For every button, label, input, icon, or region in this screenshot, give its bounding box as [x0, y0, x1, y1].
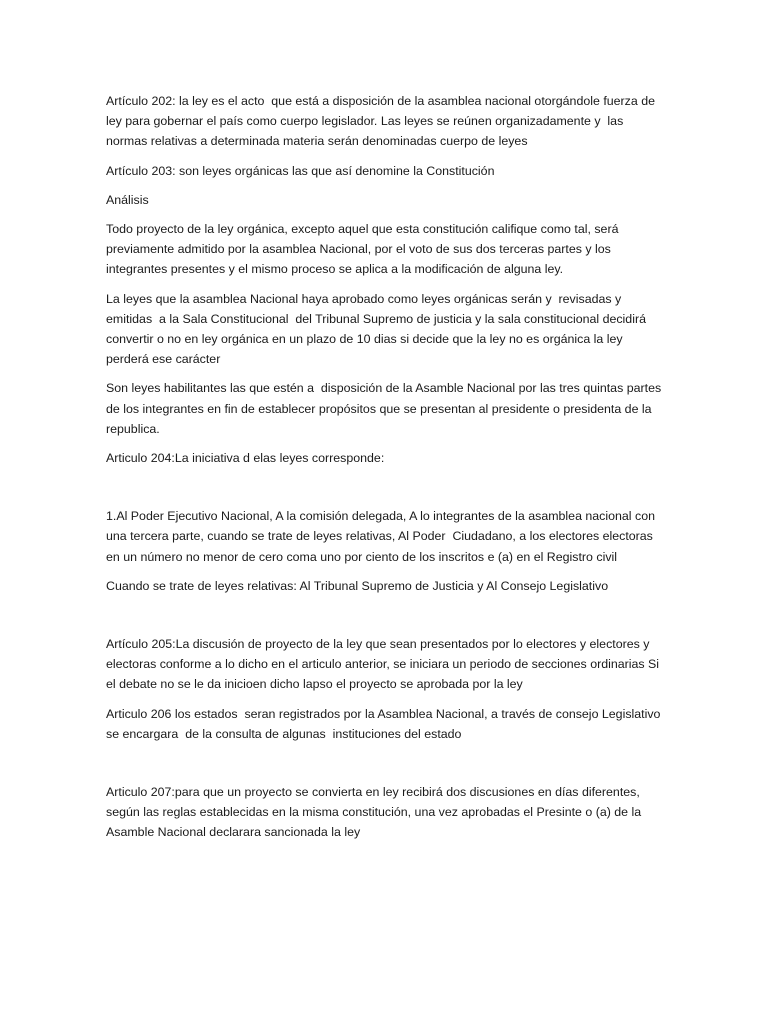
paragraph-articulo-205: Artículo 205:La discusión de proyecto de la ley que sean presentados por lo electores y electores y electoras conforme a lo dicho en el articulo anterior, se iniciara un periodo de secciones ordinarias Si el debate no se le da inicioen dicho lapso el proyecto se aprobada por la ley — [106, 637, 663, 692]
paragraph-ley-organica: Todo proyecto de la ley orgánica, excepto aquel que esta constitución califique como tal, será previamente admitido por la asamblea Nacional, por el voto de sus dos terceras partes y los integrantes presentes y el mismo proceso se aplica a la modificación de alguna ley. — [106, 222, 622, 277]
paragraph-leyes-habilitantes: Son leyes habilitantes las que estén a disposición de la Asamble Nacional por las tres quintas partes de los integrantes en fin de establecer propósitos que se presentan al presidente o presidenta de la republica. — [106, 381, 665, 436]
document-body — [106, 91, 666, 843]
paragraph-articulo-206: Articulo 206 los estados seran registrados por la Asamblea Nacional, a través de consejo Legislativo se encargara de la consulta de algunas instituciones del estado — [106, 706, 664, 741]
paragraph-articulo-207: Articulo 207:para que un proyecto se convierta en ley recibirá dos discusiones en días diferentes, según las reglas establecidas en la misma constitución, una vez aprobadas el Presinte o (a) de la Asamble Nacional declarara sancionada la ley — [106, 785, 644, 840]
paragraph-articulo-203: Artículo 203: son leyes orgánicas las que así denomine la Constitución — [106, 163, 495, 178]
paragraph-leyes-relativas: Cuando se trate de leyes relativas: Al Tribunal Supremo de Justicia y Al Consejo Legislativo — [106, 578, 609, 593]
paragraph-leyes-organicas-revision: La leyes que la asamblea Nacional haya aprobado como leyes orgánicas serán y revisadas y emitidas a la Sala Constitucional del Tribunal Supremo de justicia y la sala constitucional decidirá convertir o no en ley orgánica en un plazo de 10 dias si decide que la ley no es orgánica la ley perderá ese carácter — [106, 291, 650, 367]
paragraph-articulo-202: Artículo 202: la ley es el acto que está a disposición de la asamblea nacional otorgándole fuerza de ley para gobernar el país como cuerpo legislador. Las leyes se reúnen organizadamente y las normas relativas a determinada materia serán denominadas cuerpo de leyes — [106, 94, 659, 149]
heading-analisis: Análisis — [106, 192, 149, 207]
paragraph-iniciativa-item-1: 1.Al Poder Ejecutivo Nacional, A la comisión delegada, A lo integrantes de la asamblea nacional con una tercera parte, cuando se trate de leyes relativas, Al Poder Ciudadano, a los electores electoras en un número no menor de cero coma uno por ciento de los inscritos e (a) en el Registro civil — [106, 509, 659, 564]
paragraph-articulo-204: Articulo 204:La iniciativa d elas leyes corresponde: — [106, 451, 385, 466]
